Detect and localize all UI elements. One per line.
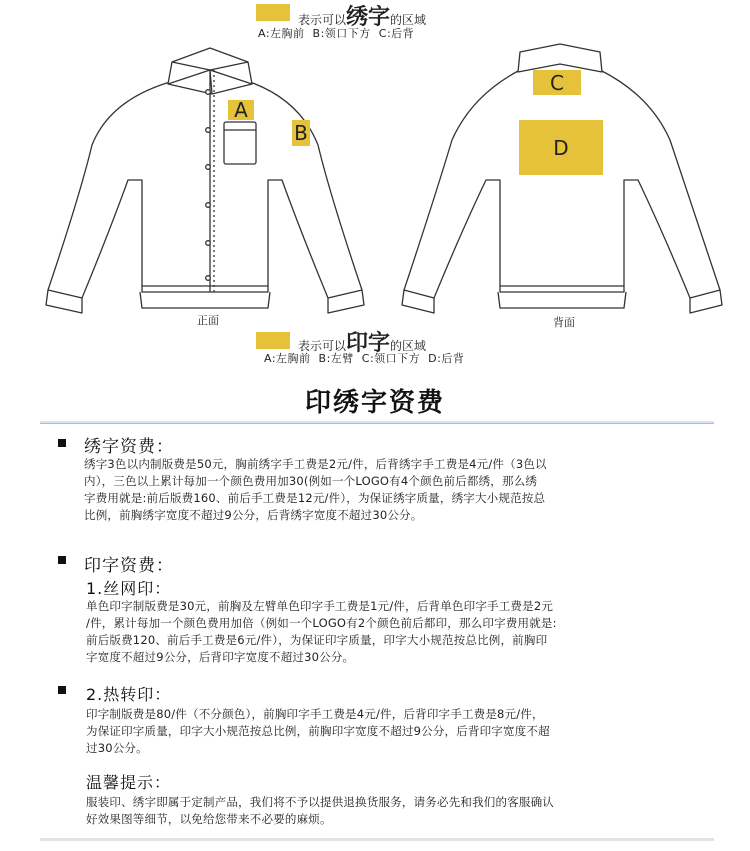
shirt-illustration: [0, 40, 750, 320]
shirt-front: [46, 48, 364, 313]
heat-transfer-heading: 2.热转印：: [86, 685, 172, 704]
heat-transfer-line: 印字制版费是80/件（不分颜色），前胸印字手工费是4元/件，后背印字手工费是8元/件，: [86, 707, 544, 721]
zone-d-back: D: [519, 120, 603, 175]
screen-print-line: 前后版费120、前后手工费是6元/件），为保证印字质量，印字大小规范按总比例，前胸印: [86, 633, 548, 647]
embroidery-legend-prefix: 表示可以: [298, 13, 347, 27]
reminder-line: 服装印、绣字即属于定制产品，我们将不予以提供退换货服务，请务必先和我们的客服确认: [86, 795, 554, 809]
embroidery-line: 绣字3色以内制版费是50元，胸前绣字手工费是2元/件，后背绣字手工费是4元/件（3色以: [84, 457, 547, 471]
heat-transfer-line: 过30公分。: [86, 741, 148, 755]
embroidery-bullet: [58, 439, 66, 447]
heat-transfer-text: [86, 706, 550, 757]
print-legend-suffix: 的区域: [390, 339, 427, 353]
print-bullet: [58, 556, 66, 564]
bottom-divider: [40, 838, 714, 841]
embroidery-line: 字费用就是:前后版费160、前后手工费是12元/件），为保证绣字质量，绣字大小规范按总: [84, 491, 546, 505]
embroidery-fees-heading: 绣字资费：: [84, 437, 174, 457]
front-caption: 正面: [197, 314, 219, 327]
embroidery-legend-keyword: 绣字: [346, 5, 391, 30]
title-divider: [40, 421, 714, 424]
embroidery-fees-text: [84, 456, 547, 524]
embroidery-line: 内），三色以上累计每加一个颜色费用加30(例如一个LOGO有4个颜色前后都绣，那么绣: [84, 474, 538, 488]
print-fees-heading: 印字资费：: [84, 556, 174, 576]
zone-b-left-arm: B: [292, 120, 310, 146]
zone-a-left-chest: A: [228, 100, 254, 120]
screen-print-text: [86, 598, 557, 666]
screen-print-line: 字宽度不超过9公分，后背印字宽度不超过30公分。: [86, 650, 355, 664]
heat-transfer-bullet: [58, 686, 66, 694]
reminder-text: [86, 794, 554, 828]
print-legend-keyword: 印字: [346, 331, 391, 356]
print-legend-prefix: 表示可以: [298, 339, 347, 353]
embroidery-legend-suffix: 的区域: [390, 13, 427, 27]
back-caption: 背面: [553, 316, 575, 329]
embroidery-legend-positions: A:左胸前 B:领口下方 C:后背: [258, 27, 415, 40]
reminder-line: 好效果图等细节，以免给您带来不必要的麻烦。: [86, 812, 332, 826]
embroidery-line: 比例，前胸绣字宽度不超过9公分，后背绣字宽度不超过30公分。: [84, 508, 423, 522]
screen-print-heading: 1.丝网印：: [86, 579, 172, 598]
screen-print-line: 单色印字制版费是30元，前胸及左臂单色印字手工费是1元/件，后背单色印字手工费是2元: [86, 599, 554, 613]
screen-print-line: /件，累计每加一个颜色费用加倍（例如一个LOGO有2个颜色前后都印，那么印字费用就是:: [86, 616, 557, 630]
zone-c-collar: C: [533, 70, 581, 95]
print-legend-swatch: [256, 332, 290, 349]
heat-transfer-line: 为保证印字质量，印字大小规范按总比例，前胸印字宽度不超过9公分，后背印字宽度不超: [86, 724, 550, 738]
print-legend-positions: A:左胸前 B:左臂 C:领口下方 D:后背: [264, 352, 465, 365]
page-title: 印绣字资费: [304, 388, 445, 418]
reminder-heading: 温馨提示：: [86, 773, 172, 792]
embroidery-legend-swatch: [256, 4, 290, 21]
